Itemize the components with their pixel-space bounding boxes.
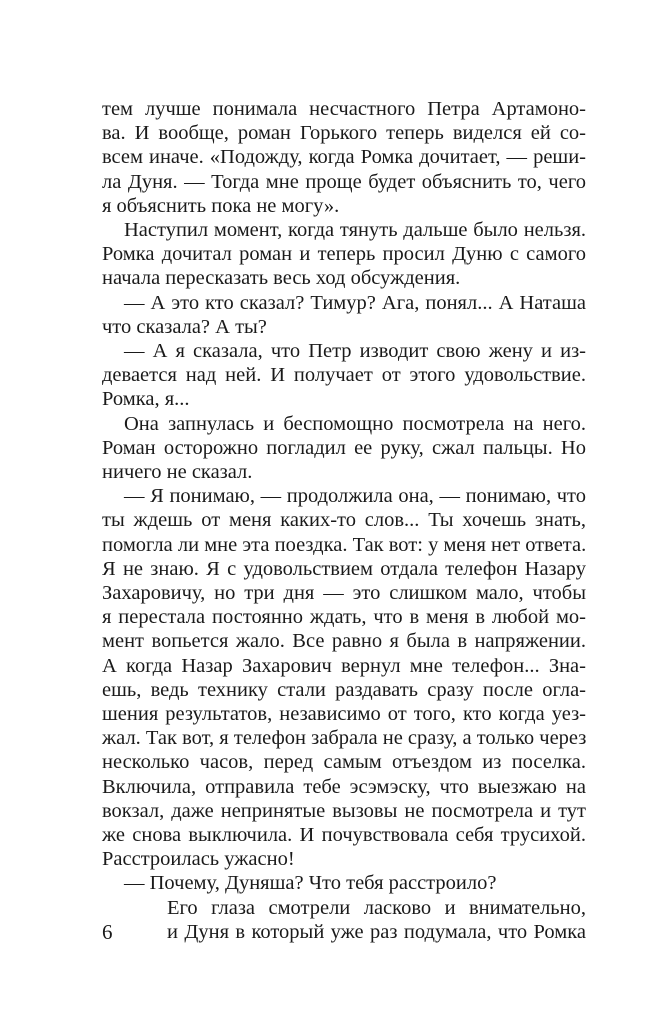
text-line: вокзал, даже непринятые вызовы не посмотрела и тут [102, 799, 586, 822]
text-line: ничего не сказал. [102, 461, 253, 483]
text-line: — А я сказала, что Петр изводит свою жену и из- [124, 340, 586, 362]
text-line: я объяснить пока не могу». [102, 194, 340, 217]
text-line: Ромка дочитал роман и теперь просил Дуню с самого [102, 243, 586, 266]
text-line: Захаровичу, но три дня — это слишком мало, чтобы [102, 582, 586, 604]
text-line: несколько часов, перед самым отъездом из поселка. [102, 751, 586, 774]
text-line: Его глаза смотрели ласково и внимательно, [167, 896, 586, 919]
text-line: Расстроилась ужасно! [102, 848, 295, 871]
text-line: Наступил момент, когда тянуть дальше было нельзя. [124, 219, 586, 241]
text-line: девается над ней. И получает от этого удовольствие. [102, 364, 586, 387]
text-line: Ромка, я... [102, 388, 190, 411]
text-line: Включила, отправила тебе эсэмэску, что выезжаю на [102, 775, 586, 798]
text-line: — А это кто сказал? Тимур? Ага, понял... А Наташа [124, 291, 586, 314]
text-line: ешь, ведь технику стали раздавать сразу после огла- [102, 678, 586, 701]
text-line: же снова выключила. И почувствовала себя трусихой. [102, 824, 586, 846]
text-line: — Я понимаю, — продолжила она, — понимаю, что [124, 485, 586, 508]
text-line: Роман осторожно погладил ее руку, сжал пальцы. Но [102, 436, 586, 459]
text-line: ла Дуня. — Тогда мне проще будет объяснить то, чего [102, 170, 586, 193]
text-line: всем иначе. «Подожду, когда Ромка дочитает, — реши- [102, 146, 586, 169]
text-line: шения результатов, независимо от того, кто когда уез- [102, 703, 586, 725]
text-line: ты ждешь от меня каких-то слов... Ты хочешь знать, [102, 509, 586, 532]
text-line: Я не знаю. Я с удовольствием отдала телефон Назару [102, 557, 586, 580]
page-number: 6 [102, 919, 113, 944]
text-line: что сказала? А ты? [102, 315, 267, 338]
text-line: жал. Так вот, я телефон забрала не сразу, а только через [102, 727, 587, 750]
text-line: помогла ли мне эта поездка. Так вот: у меня нет ответа. [102, 533, 587, 556]
text-line: начала пересказать весь ход обсуждения. [102, 267, 461, 290]
text-line: я перестала постоянно ждать, что в меня в любой мо- [102, 606, 586, 629]
text-line: мент вопьется жало. Все равно я была в напряжении. [102, 630, 586, 653]
text-line: тем лучше понимала несчастного Петра Артамоно- [102, 98, 586, 120]
text-line: А когда Назар Захарович вернул мне телефон... Зна- [102, 654, 586, 677]
text-line: ва. И вообще, роман Горького теперь виделся ей со- [102, 122, 586, 145]
text-line: — Почему, Дуняша? Что тебя расстроило? [124, 872, 497, 895]
text-line: и Дуня в который уже раз подумала, что Ромка [167, 920, 586, 943]
text-line: Она запнулась и беспомощно посмотрела на него. [124, 412, 586, 435]
